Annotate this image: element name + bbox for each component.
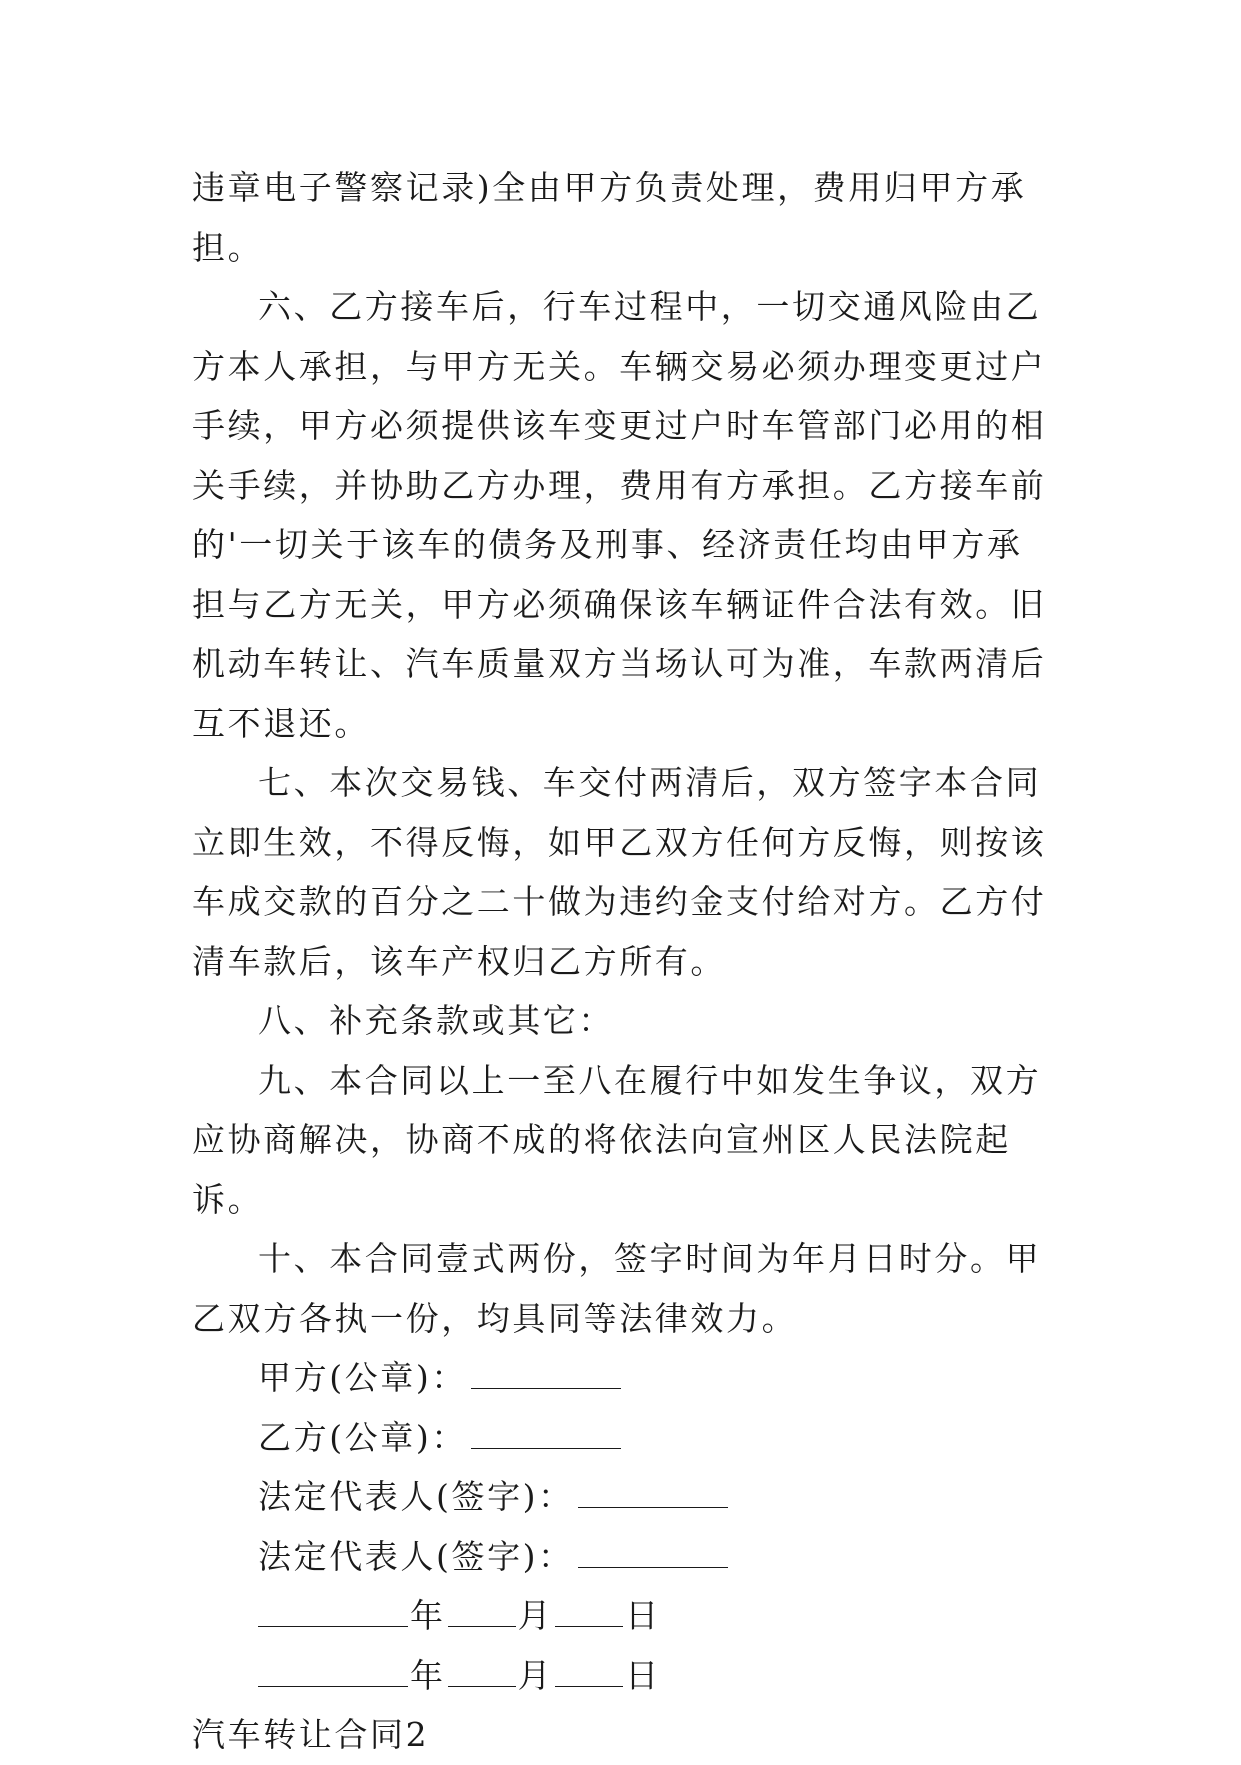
legal-rep-1-blank [578, 1469, 728, 1508]
date-2-month-blank [448, 1648, 516, 1687]
party-a-blank [471, 1350, 621, 1389]
party-a-signature-line [192, 1348, 1052, 1408]
date-line-1 [192, 1586, 1052, 1646]
date-2-year-label: 年 [410, 1655, 446, 1695]
party-b-signature-line [192, 1408, 1052, 1468]
clause-seven: 七、本次交易钱、车交付两清后，双方签字本合同立即生效，不得反悔，如甲乙双方任何方反悔，则按该车成交款的百分之二十做为违约金支付给对方。乙方付清车款后，该车产权归乙方所有。 [192, 763, 1047, 981]
paragraph-continuation: 违章电子警察记录)全由甲方负责处理，费用归甲方承担。 [192, 168, 1027, 267]
date-1-month-label: 月 [517, 1596, 554, 1635]
date-1-year-blank [258, 1588, 408, 1627]
clause-six: 六、乙方接车后，行车过程中，一切交通风险由乙方本人承担，与甲方无关。车辆交易必须办理变更过户手续，甲方必须提供该车变更过户时车管部门必用的相关手续，并协助乙方办理，费用有方承担。乙方接车前的'一切关于该车的债务及刑事、经济责任均由甲方承担与乙方无关，甲方必须确保该车辆证件合法有效。旧机动车转让、汽车质量双方当场认可为准，车款两清后互不退还。 [192, 287, 1047, 743]
clause-ten: 十、本合同壹式两份，签字时间为年月日时分。甲乙双方各执一份，均具同等法律效力。 [192, 1239, 1042, 1338]
legal-rep-1-signature-line [192, 1467, 1052, 1527]
document-page [192, 158, 1052, 1765]
legal-rep-2-label: 法定代表人(签字)： [258, 1536, 574, 1576]
legal-rep-1-label: 法定代表人(签字)： [258, 1477, 574, 1516]
date-2-day-blank [555, 1648, 623, 1687]
date-1-day-blank [555, 1588, 623, 1627]
next-contract-title: 汽车转让合同2 [192, 1715, 430, 1754]
date-line-2 [192, 1646, 1052, 1706]
date-2-day-label: 日 [625, 1655, 661, 1695]
date-2-year-blank [258, 1648, 408, 1687]
clause-eight: 八、补充条款或其它： [258, 1001, 614, 1040]
date-1-month-blank [448, 1588, 516, 1627]
party-a-label: 甲方(公章)： [258, 1358, 467, 1397]
date-2-month-label: 月 [517, 1655, 554, 1695]
date-1-day-label: 日 [625, 1596, 661, 1635]
clause-nine: 九、本合同以上一至八在履行中如发生争议，双方应协商解决，协商不成的将依法向宣州区人民法院起诉。 [192, 1060, 1042, 1219]
legal-rep-2-blank [578, 1529, 728, 1568]
legal-rep-2-signature-line [192, 1527, 1052, 1587]
party-b-label: 乙方(公章)： [258, 1417, 467, 1457]
party-b-blank [471, 1410, 621, 1449]
date-1-year-label: 年 [410, 1596, 446, 1635]
